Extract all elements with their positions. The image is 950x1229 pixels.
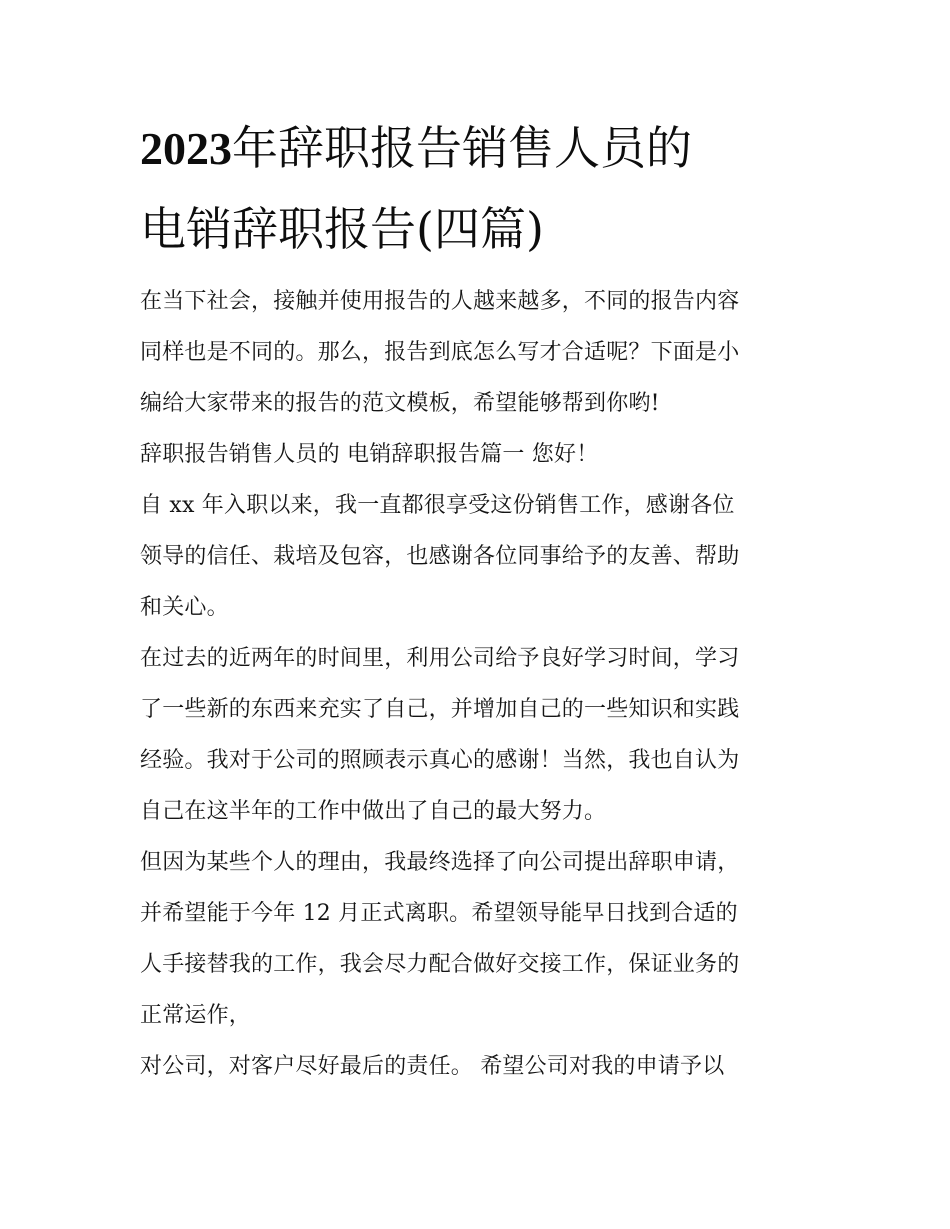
text-line: 在当下社会，接触并使用报告的人越来越多，不同的报告内容 [140, 289, 740, 314]
document-title [140, 108, 840, 269]
text-line: 对公司，对客户尽好最后的责任。 希望公司对我的申请予以 [140, 1054, 725, 1079]
text-line: 正常运作， [140, 1003, 252, 1028]
document-body [140, 276, 820, 1092]
title-line-1 [140, 108, 840, 189]
text-line: 同样也是不同的。那么，报告到底怎么写才合适呢？下面是小 [140, 340, 740, 365]
paragraph-responsibility [140, 1041, 820, 1092]
title-year: 2023 [140, 123, 232, 174]
paragraph-thanks [140, 480, 820, 633]
text-line: 领导的信任、栽培及包容，也感谢各位同事给予的友善、帮助 [140, 544, 740, 569]
title-line-2: 电销辞职报告(四篇) [140, 202, 544, 256]
text-line: 在过去的近两年的时间里，利用公司给予良好学习时间，学习 [140, 646, 740, 671]
text-line: 经验。我对于公司的照顾表示真心的感谢！当然，我也自认为 [140, 748, 740, 773]
text-line: 自己在这半年的工作中做出了自己的最大努力。 [140, 799, 607, 824]
paragraph-resignation [140, 837, 820, 1041]
title-line-1-text: 年辞职报告销售人员的 [232, 121, 692, 175]
text-line: 了一些新的东西来充实了自己，并增加自己的一些知识和实践 [140, 697, 740, 722]
text-line: 人手接替我的工作，我会尽力配合做好交接工作，保证业务的 [140, 952, 740, 977]
text-line: 编给大家带来的报告的范文模板，希望能够帮到你哟! [140, 391, 660, 416]
text-line: 并希望能于今年 12 月正式离职。希望领导能早日找到合适的 [140, 901, 738, 926]
text-line: 和关心。 [140, 595, 229, 620]
paragraph-section-heading [140, 429, 820, 480]
paragraph-experience [140, 633, 820, 837]
paragraph-intro [140, 276, 820, 429]
text-line: 但因为某些个人的理由，我最终选择了向公司提出辞职申请， [140, 850, 740, 875]
text-line: 自 xx 年入职以来，我一直都很享受这份销售工作，感谢各位 [140, 493, 735, 518]
text-line: 辞职报告销售人员的 电销辞职报告篇一 您好！ [140, 442, 599, 467]
